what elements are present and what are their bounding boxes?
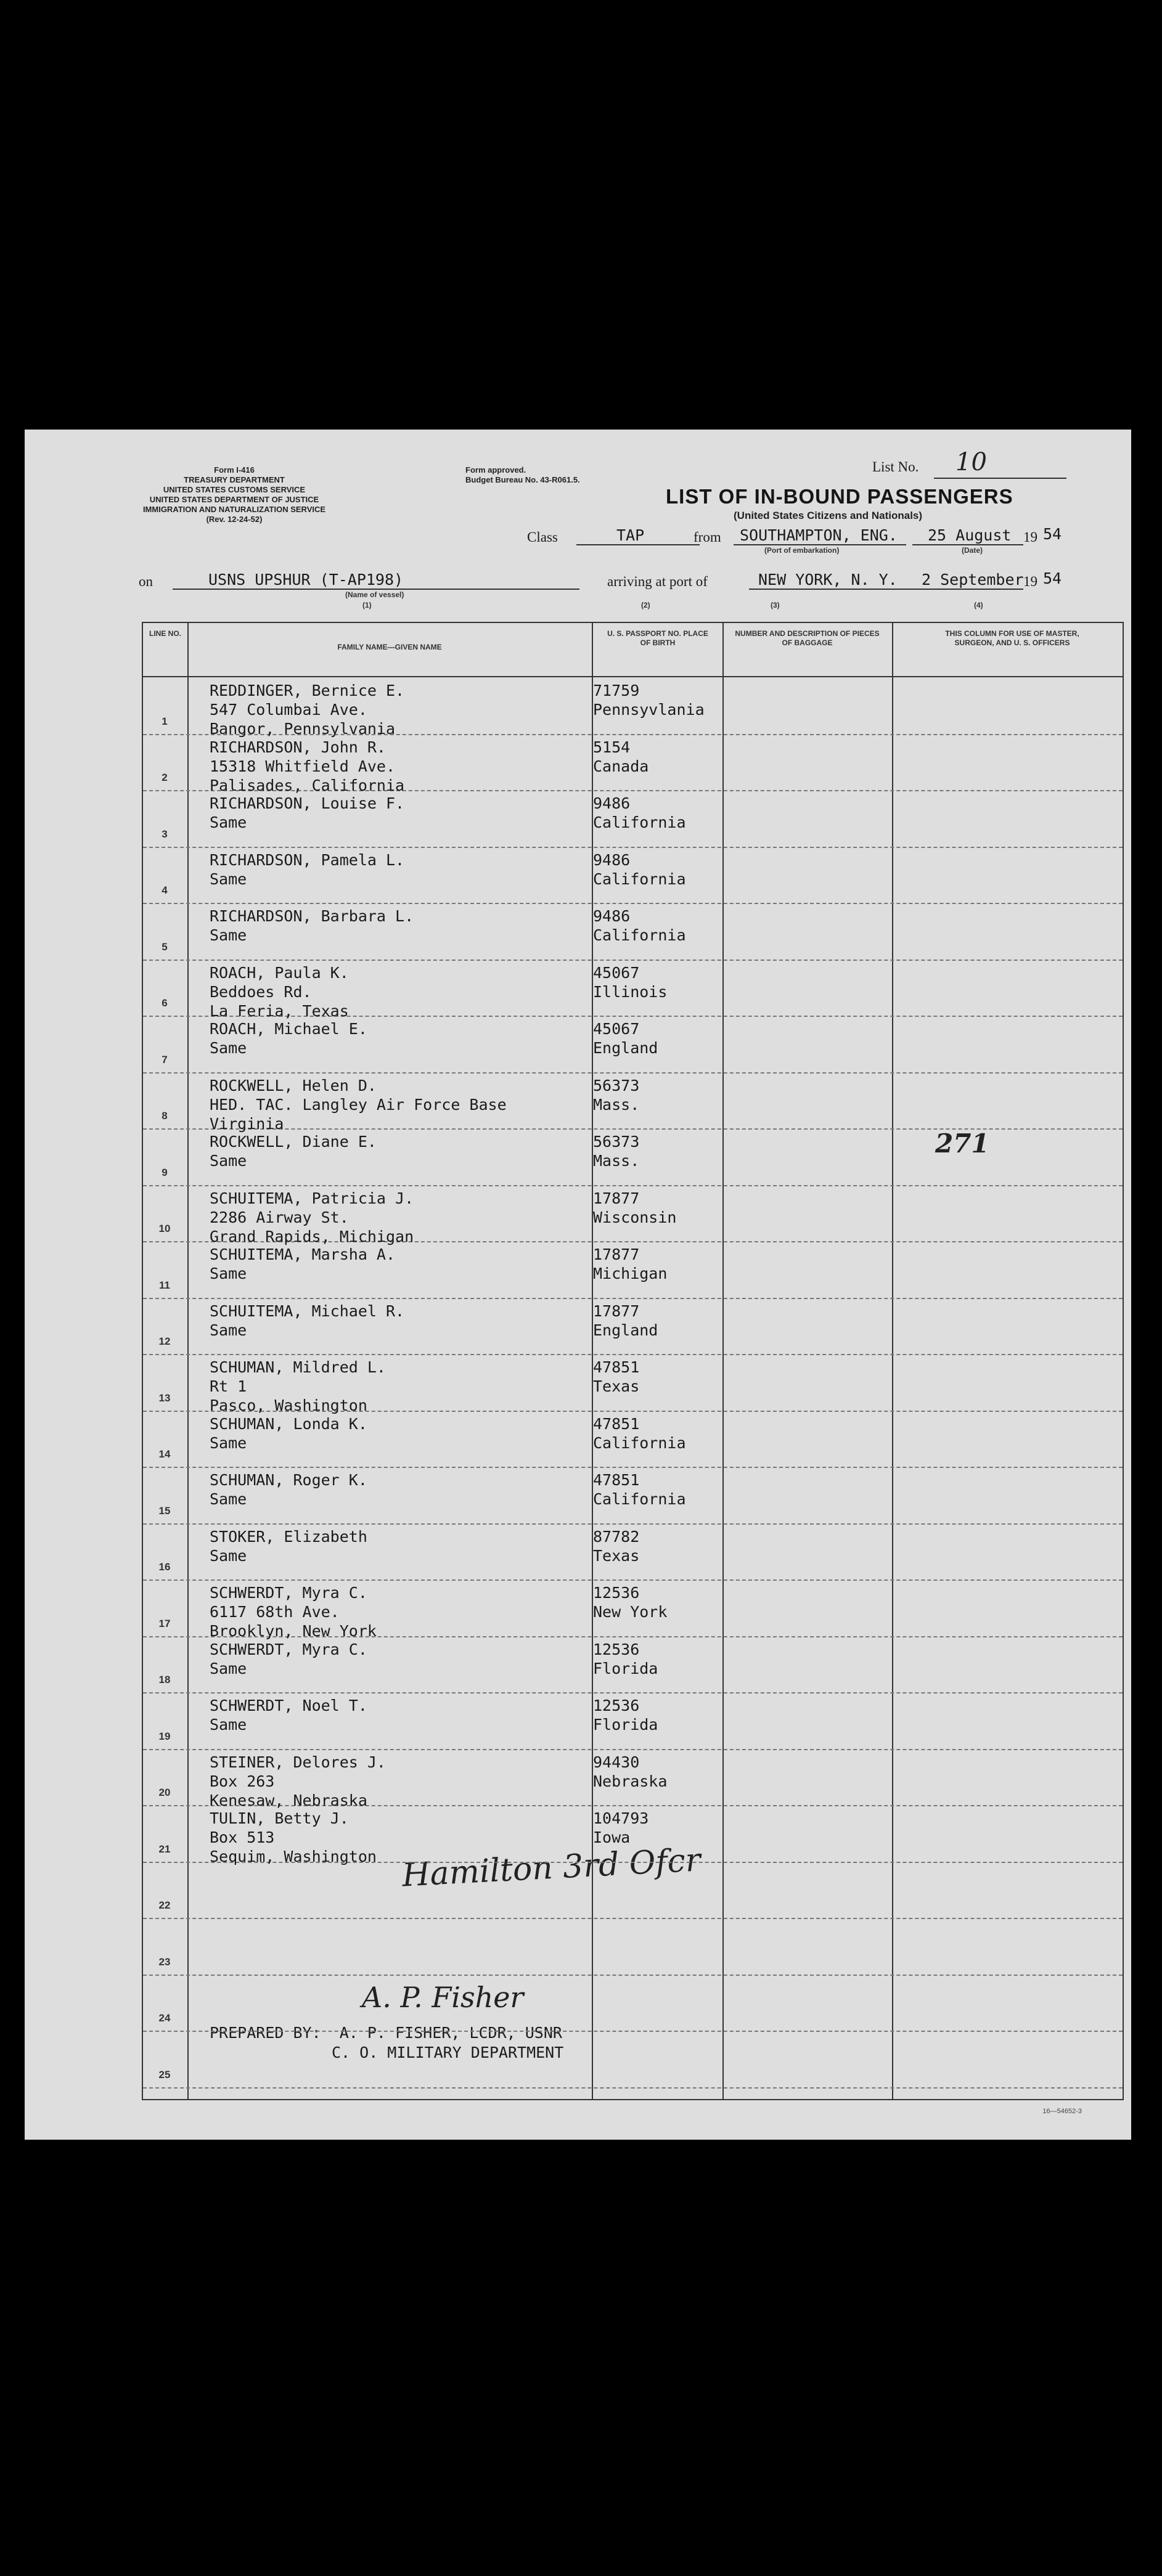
passport-birthplace: 9486 California: [593, 794, 686, 831]
year-prefix: 19: [1023, 529, 1037, 545]
passport-birthplace: 17877 England: [593, 1302, 658, 1339]
line-number: 19: [158, 1730, 171, 1742]
passport-birthplace: 71759 Pennsyvlania: [593, 682, 705, 719]
passenger-name: ROCKWELL, Helen D. HED. TAC. Langley Air Force Base Virginia: [210, 1076, 507, 1133]
prepared-by: PREPARED BY: A. P. FISHER, LCDR, USNR C. O. MILITARY DEPARTMENT: [210, 2024, 564, 2061]
passenger-name: SCHUMAN, Mildred L. Rt 1 Pasco, Washington: [210, 1358, 386, 1414]
passenger-name: RICHARDSON, Louise F. Same: [210, 794, 405, 831]
year-prefix-2: 19: [1023, 574, 1037, 589]
departure-date: 25 August: [928, 526, 1012, 544]
manifest-page: [25, 430, 1131, 2140]
passport-birthplace: 47851 California: [593, 1471, 686, 1508]
row-divider: [143, 1579, 1123, 1581]
passenger-name: RICHARDSON, Pamela L. Same: [210, 850, 405, 888]
port-of-embarkation: SOUTHAMPTON, ENG.: [740, 526, 898, 544]
line-number: 25: [158, 2068, 171, 2081]
col-marker-1: (1): [362, 601, 372, 609]
row-divider: [143, 1467, 1123, 1468]
passenger-name: RICHARDSON, John R. 15318 Whitfield Ave. Palisades, California: [210, 738, 405, 794]
row-divider: [143, 2031, 1123, 2032]
class-value: TAP: [616, 526, 645, 544]
row-divider: [143, 960, 1123, 961]
list-no-label: List No.: [872, 459, 919, 475]
line-number: 3: [162, 828, 168, 840]
passenger-name: ROACH, Paula K. Beddoes Rd. La Feria, Texas: [210, 963, 349, 1020]
row-divider: [143, 1354, 1123, 1355]
passenger-name: STEINER, Delores J. Box 263 Kenesaw, Nebraska: [210, 1753, 386, 1809]
passenger-name: STOKER, Elizabeth Same: [210, 1527, 367, 1565]
header-baggage: NUMBER AND DESCRIPTION OF PIECES OF BAGGAGE: [735, 629, 880, 647]
arrival-date: 2 September: [922, 571, 1024, 589]
form-approval: Form approved. Budget Bureau No. 43-R061.5.: [465, 465, 580, 484]
passenger-name: SCHUMAN, Londa K. Same: [210, 1414, 367, 1452]
line-number: 9: [162, 1166, 168, 1178]
line-number: 21: [158, 1843, 171, 1855]
row-divider: [143, 2087, 1123, 2089]
passport-birthplace: 17877 Michigan: [593, 1245, 668, 1282]
passenger-name: SCHUMAN, Roger K. Same: [210, 1471, 367, 1508]
preparer-initials: A. P. Fisher: [362, 1981, 524, 2014]
port-of-embarkation-caption: (Port of embarkation): [764, 546, 840, 555]
vessel-on-label: on: [139, 574, 153, 589]
col-marker-4: (4): [974, 601, 983, 609]
passport-birthplace: 45067 England: [593, 1020, 658, 1057]
line-number: 8: [162, 1110, 168, 1122]
date-caption: (Date): [962, 546, 983, 555]
passenger-table: [142, 622, 1124, 2100]
header-line-no: LINE NO.: [149, 629, 181, 638]
document-subtitle: (United States Citizens and Nationals): [734, 510, 923, 521]
line-number: 1: [162, 715, 168, 727]
passport-birthplace: 87782 Texas: [593, 1527, 640, 1565]
passenger-name: SCHWERDT, Myra C. 6117 68th Ave. Brooklyn, New York: [210, 1584, 377, 1640]
arriving-label: arriving at port of: [607, 574, 708, 589]
passenger-name: ROACH, Michael E. Same: [210, 1020, 367, 1057]
passport-birthplace: 12536 Florida: [593, 1640, 658, 1677]
passport-birthplace: 104793 Iowa: [593, 1809, 649, 1846]
row-divider: [143, 1185, 1123, 1186]
passenger-name: RICHARDSON, Barbara L. Same: [210, 907, 414, 944]
row-divider: [143, 1298, 1123, 1299]
line-number: 17: [158, 1617, 171, 1629]
line-number: 23: [158, 1955, 171, 1968]
passenger-name: SCHWERDT, Noel T. Same: [210, 1697, 367, 1734]
passenger-name: SCHUITEMA, Marsha A. Same: [210, 1245, 396, 1282]
officer-note: 271: [935, 1128, 989, 1159]
passport-birthplace: 12536 Florida: [593, 1697, 658, 1734]
form-agency-block: Form I-416 TREASURY DEPARTMENT UNITED STATES CUSTOMS SERVICE UNITED STATES DEPARTMENT OF JUSTICE IMMIGRATION AND NATURALIZATION SERVICE (Rev. 12-24-52): [142, 465, 326, 524]
line-number: 10: [158, 1223, 171, 1234]
header-name: FAMILY NAME—GIVEN NAME: [337, 643, 442, 651]
line-number: 12: [158, 1335, 171, 1347]
row-divider: [143, 1523, 1123, 1525]
row-divider: [143, 903, 1123, 904]
line-number: 6: [162, 997, 168, 1009]
passport-birthplace: 9486 California: [593, 907, 686, 944]
passport-birthplace: 94430 Nebraska: [593, 1753, 668, 1790]
line-number: 22: [158, 1899, 171, 1911]
passport-birthplace: 45067 Illinois: [593, 963, 668, 1001]
line-number: 2: [162, 772, 168, 783]
line-number: 18: [158, 1674, 171, 1685]
vessel-caption: (Name of vessel): [345, 590, 404, 599]
class-label: Class: [527, 529, 558, 545]
passport-birthplace: 47851 California: [593, 1414, 686, 1452]
col-marker-3: (3): [771, 601, 780, 609]
line-number: 24: [158, 2012, 171, 2024]
row-divider: [143, 1975, 1123, 1976]
from-label: from: [694, 529, 721, 545]
row-divider: [143, 1749, 1123, 1750]
line-number: 15: [158, 1504, 171, 1517]
passenger-name: SCHUITEMA, Patricia J. 2286 Airway St. Grand Rapids, Michigan: [210, 1189, 414, 1245]
passport-birthplace: 56373 Mass.: [593, 1076, 640, 1114]
header-passport: U. S. PASSPORT NO. PLACE OF BIRTH: [607, 629, 708, 647]
passenger-name: TULIN, Betty J. Box 513 Sequim, Washington: [210, 1809, 377, 1865]
line-number: 5: [162, 940, 168, 953]
line-number: 13: [158, 1392, 171, 1404]
row-divider: [143, 1692, 1123, 1694]
line-number: 14: [158, 1448, 171, 1460]
passenger-name: REDDINGER, Bernice E. 547 Columbai Ave. Bangor, Pennsylvania: [210, 682, 405, 738]
passenger-name: SCHWERDT, Myra C. Same: [210, 1640, 367, 1677]
row-divider: [143, 1072, 1123, 1074]
officer-signature: Hamilton 3rd Ofcr: [401, 1841, 702, 1894]
line-number: 20: [158, 1787, 171, 1798]
arrival-year: 54: [1043, 569, 1062, 587]
passport-birthplace: 9486 California: [593, 850, 686, 888]
passenger-name: ROCKWELL, Diane E. Same: [210, 1133, 377, 1170]
departure-year: 54: [1043, 525, 1062, 543]
list-no-value: 10: [955, 448, 987, 476]
line-number: 11: [159, 1279, 170, 1291]
line-number: 7: [162, 1053, 168, 1066]
row-divider: [143, 847, 1123, 848]
passport-birthplace: 5154 Canada: [593, 738, 649, 775]
passport-birthplace: 12536 New York: [593, 1584, 668, 1621]
header-officers: THIS COLUMN FOR USE OF MASTER, SURGEON, AND U. S. OFFICERS: [945, 629, 1079, 647]
line-number: 16: [158, 1561, 171, 1573]
line-number: 4: [162, 884, 168, 896]
vessel-name: USNS UPSHUR (T-AP198): [208, 571, 404, 589]
passenger-name: SCHUITEMA, Michael R. Same: [210, 1302, 405, 1339]
port-of-arrival: NEW YORK, N. Y.: [758, 571, 898, 589]
col-marker-2: (2): [641, 601, 650, 609]
row-divider: [143, 1918, 1123, 1919]
passport-birthplace: 17877 Wisconsin: [593, 1189, 677, 1226]
document-title: LIST OF IN-BOUND PASSENGERS: [666, 485, 1013, 508]
passport-birthplace: 56373 Mass.: [593, 1133, 640, 1170]
footer-code: 16—54652-3: [1042, 2108, 1082, 2115]
passport-birthplace: 47851 Texas: [593, 1358, 640, 1395]
